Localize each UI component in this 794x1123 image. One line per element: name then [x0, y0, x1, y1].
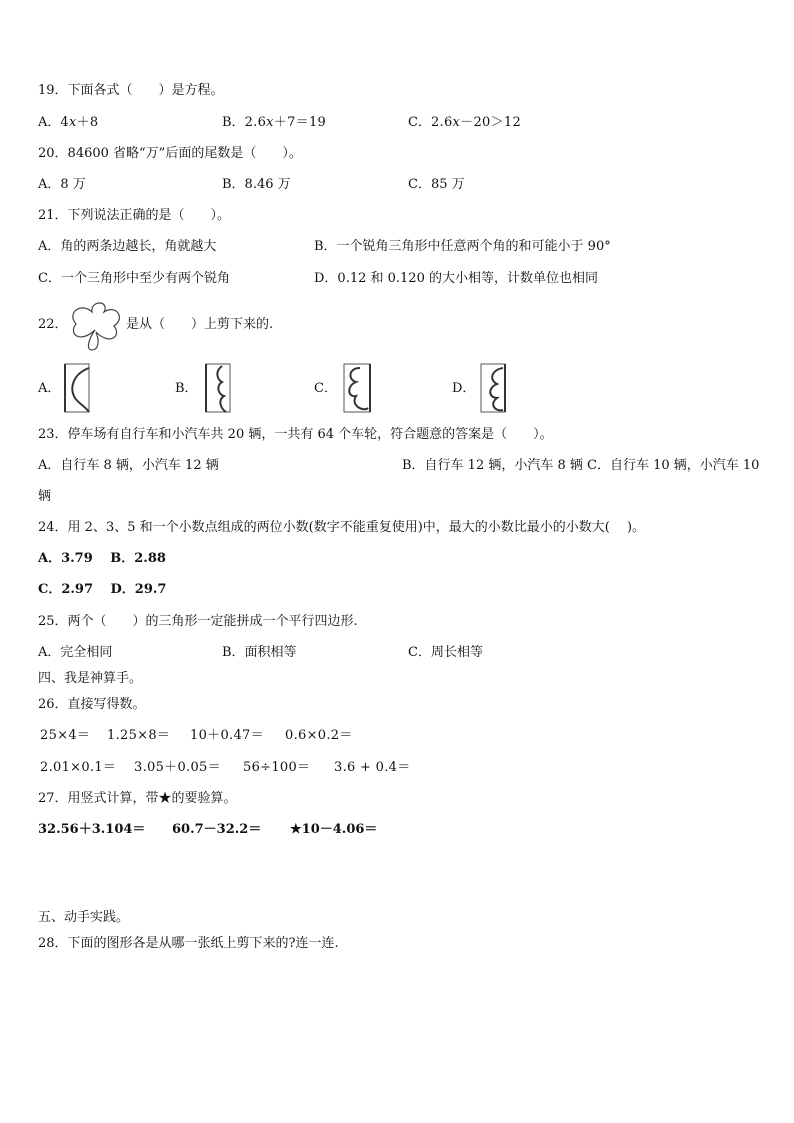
- q20-option-a[interactable]: A．8 万: [38, 177, 86, 192]
- q26-stem: 26．直接写得数。: [38, 697, 146, 712]
- rest: －20＞12: [460, 115, 522, 130]
- option-b-folded-paper-icon[interactable]: [204, 362, 232, 414]
- q20-option-c[interactable]: C．85 万: [408, 177, 465, 192]
- q25-option-c[interactable]: C．周长相等: [408, 645, 483, 660]
- q19-option-a[interactable]: [38, 115, 98, 131]
- q19-option-c[interactable]: [408, 115, 521, 131]
- q23-stem: 23．停车场有自行车和小汽车共 20 辆，一共有 64 个车轮，符合题意的答案是（ ）。: [38, 427, 553, 442]
- rest: ＋8: [76, 115, 99, 130]
- option-label: B．: [222, 115, 245, 130]
- q26-expr-6: 3.05＋0.05＝: [134, 760, 221, 775]
- variable: x: [452, 115, 461, 130]
- q19-stem: 19．下面各式（ ）是方程。: [38, 83, 224, 98]
- q26-expr-8: 3.6 + 0.4＝: [334, 760, 411, 775]
- option-d-folded-paper-icon[interactable]: [479, 362, 507, 414]
- q24-stem: 24．用 2、3、5 和一个小数点组成的两位小数(数字不能重复使用)中，最大的小数比最小的小数大( )。: [38, 520, 646, 535]
- q24-options-c-d[interactable]: C．2.97 D．29.7: [38, 582, 167, 597]
- q22-option-b-label[interactable]: B．: [175, 381, 198, 396]
- q26-expr-3: 10＋0.47＝: [190, 728, 264, 743]
- q22-option-d-label[interactable]: D．: [452, 381, 476, 396]
- q21-option-c[interactable]: C．一个三角形中至少有两个锐角: [38, 271, 230, 286]
- q25-option-b[interactable]: B．面积相等: [222, 645, 297, 660]
- q26-expr-7: 56÷100＝: [243, 760, 311, 775]
- q25-option-a[interactable]: A．完全相同: [38, 645, 113, 660]
- q27-expr-1: 32.56＋3.104＝: [38, 822, 146, 837]
- q23-wrap-text: 辆: [38, 489, 52, 504]
- q22-number: 22．: [38, 317, 68, 332]
- coef: 4: [60, 115, 69, 130]
- q27-stem: 27．用竖式计算，带★的要验算。: [38, 791, 237, 806]
- option-label: A．: [38, 115, 61, 130]
- q27-expr-2: 60.7－32.2＝: [172, 822, 262, 837]
- q22-option-c-label[interactable]: C．: [314, 381, 337, 396]
- coef: 2.6: [244, 115, 267, 130]
- section-five-heading: 五、动手实践。: [38, 910, 130, 925]
- rest: ＋7＝19: [273, 115, 327, 130]
- q21-stem: 21．下列说法正确的是（ ）。: [38, 208, 231, 223]
- q23-option-a[interactable]: A．自行车 8 辆，小汽车 12 辆: [38, 458, 219, 473]
- q25-stem: 25．两个（ ）的三角形一定能拼成一个平行四边形.: [38, 614, 358, 629]
- q21-option-d[interactable]: D．0.12 和 0.120 的大小相等，计数单位也相同: [314, 271, 598, 286]
- q20-option-b[interactable]: B．8.46 万: [222, 177, 291, 192]
- variable: x: [68, 115, 77, 130]
- q19-option-b[interactable]: [222, 115, 326, 131]
- option-a-folded-paper-icon[interactable]: [63, 362, 91, 414]
- q28-stem: 28．下面的图形各是从哪一张纸上剪下来的?连一连.: [38, 936, 339, 951]
- q26-expr-1: 25×4＝: [40, 728, 91, 743]
- q22-stem: 是从（ ）上剪下来的.: [126, 317, 274, 332]
- q26-expr-2: 1.25×8＝: [107, 728, 171, 743]
- q21-option-a[interactable]: A．角的两条边越长，角就越大: [38, 239, 217, 254]
- variable: x: [266, 115, 274, 130]
- q27-expr-3: ★10－4.06＝: [290, 822, 378, 837]
- clover-shape-figure: [66, 300, 124, 352]
- q26-expr-4: 0.6×0.2＝: [285, 728, 353, 743]
- q20-stem: 20．84600 省略“万”后面的尾数是（ ）。: [38, 146, 302, 161]
- section-four-heading: 四、我是神算手。: [38, 671, 143, 686]
- q23-option-b-c[interactable]: B．自行车 12 辆，小汽车 8 辆 C．自行车 10 辆，小汽车 10: [402, 458, 760, 473]
- q21-option-b[interactable]: B．一个锐角三角形中任意两个角的和可能小于 90°: [314, 239, 611, 254]
- option-label: C．: [408, 115, 431, 130]
- q26-expr-5: 2.01×0.1＝: [40, 760, 117, 775]
- q24-options-a-b[interactable]: A．3.79 B．2.88: [38, 551, 166, 566]
- option-c-folded-paper-icon[interactable]: [342, 362, 372, 414]
- coef: 2.6: [430, 115, 453, 130]
- q22-option-a-label[interactable]: A．: [38, 381, 61, 396]
